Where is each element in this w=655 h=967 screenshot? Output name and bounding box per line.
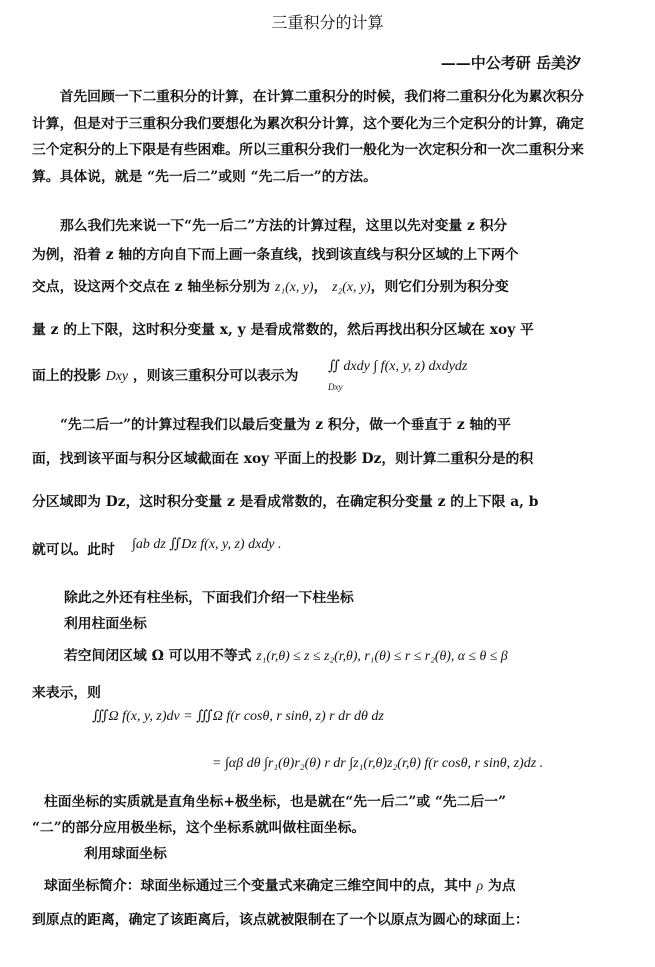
p2-line-3-text-a: 交点，设这两个交点在 z 轴坐标分别为 bbox=[32, 279, 271, 295]
p2-line-5-text-b: ，则该三重积分可以表示为 bbox=[132, 368, 299, 384]
p3-line-1: “先二后一”的计算过程我们以最后变量为 z 积分，做一个垂直于 z 轴的平 bbox=[60, 417, 511, 433]
p2-line-3 bbox=[32, 275, 509, 295]
p2-line-4: 量 z 的上下限，这时积分变量 x, y 是看成常数的，然后再找出积分区域在 xoy 平 bbox=[32, 322, 534, 338]
p3-line-4: 就可以。此时 bbox=[32, 542, 115, 558]
dxy-symbol: Dxy bbox=[105, 368, 129, 383]
p3-line-2: 面，找到该平面与积分区域截面在 xoy 平面上的投影 Dz，则计算二重积分是的积 bbox=[32, 451, 534, 467]
rho-symbol: ρ bbox=[476, 878, 484, 893]
p2-line-1: 那么我们先来说一下“先一后二”方法的计算过程，这里以先对变量 z 积分 bbox=[60, 218, 508, 234]
p8-line-2: 到原点的距离，确定了该距离后，该点就被限制在了一个以原点为圆心的球面上： bbox=[32, 912, 529, 928]
p4-heading: 利用柱面坐标 bbox=[64, 616, 147, 632]
p8-line-1-text-b: 为点 bbox=[487, 878, 516, 894]
cylindrical-inequality: z₁(r,θ) ≤ z ≤ z₂(r,θ), r₁(θ) ≤ r ≤ r₂(θ), α ≤ θ ≤ β bbox=[256, 648, 508, 663]
p5-line-1 bbox=[64, 644, 508, 664]
p2-line-2: 为例，沿着 z 轴的方向自下而上画一条直线，找到该直线与积分区域的上下两个 bbox=[32, 247, 519, 263]
p2-line-5-text-a: 面上的投影 bbox=[32, 368, 101, 384]
intro-paragraph: 首先回顾一下二重积分的计算，在计算二重积分的时候，我们将二重积分化为累次积分计算，但是对于三重积分我们要想化为累次积分计算，这个要化为三个定积分的计算，确定三个定积分的上下限是有些困难。所以三重积分我们一般化为一次定积分和一次二重积分来算。具体说，就是 “先一后二”或则 “先二后一”的方法。 bbox=[32, 89, 584, 185]
p6-line-2: “二”的部分应用极坐标，这个坐标系就叫做柱面坐标。 bbox=[32, 820, 366, 836]
cylindrical-formula-1: ∭Ω f(x, y, z)dv = ∭Ω f(r cosθ, r sinθ, z) r dr dθ dz bbox=[92, 709, 384, 724]
p6-line-1: 柱面坐标的实质就是直角坐标+极坐标，也是就在“先一后二”或 “先二后一” bbox=[44, 794, 507, 810]
p2-formula-lower: Dxy bbox=[328, 382, 343, 392]
p8-line-1 bbox=[44, 874, 516, 894]
p2-formula: ∬ dxdy ∫ f(x, y, z) dxdydz bbox=[328, 359, 468, 374]
p2-line-3-text-b: ，则它们分别为积分变 bbox=[370, 279, 509, 295]
spherical-heading: 利用球面坐标 bbox=[84, 846, 167, 862]
cylindrical-formula-2: = ∫αβ dθ ∫r₁(θ)r₂(θ) r dr ∫z₁(r,θ)z₂(r,θ) f(r cosθ, r sinθ, z)dz . bbox=[212, 756, 544, 771]
p8-line-1-text-a: 球面坐标简介：球面坐标通过三个变量式来确定三维空间中的点，其中 bbox=[44, 878, 472, 894]
p3-line-3: 分区域即为 Dz，这时积分变量 z 是看成常数的，在确定积分变量 z 的上下限 a, b bbox=[32, 494, 539, 510]
author-line: ——中公考研 岳美汐 bbox=[440, 54, 581, 72]
z1-expression: z₁(x, y) bbox=[275, 279, 314, 294]
document-title: 三重积分的计算 bbox=[271, 13, 384, 32]
p4-line-1: 除此之外还有柱坐标，下面我们介绍一下柱坐标 bbox=[64, 590, 354, 606]
p5-line-2: 来表示，则 bbox=[32, 685, 101, 701]
p5-line-1-text: 若空间闭区域 Ω 可以用不等式 bbox=[64, 648, 252, 664]
p2-separator: ， bbox=[313, 279, 328, 295]
p2-line-5 bbox=[32, 364, 298, 384]
p3-formula: ∫ab dz ∬Dz f(x, y, z) dxdy . bbox=[132, 537, 282, 552]
z2-expression: z₂(x, y) bbox=[332, 279, 371, 294]
